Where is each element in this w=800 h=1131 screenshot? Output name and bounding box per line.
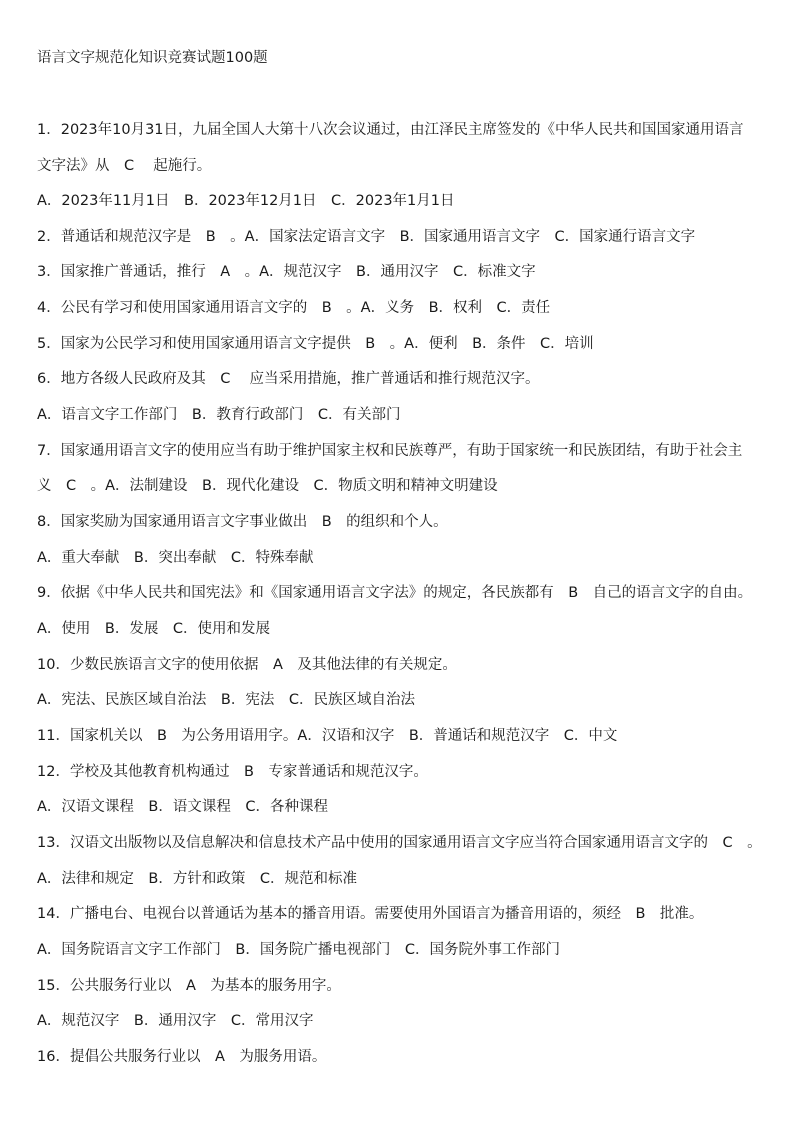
text-line: 15．公共服务行业以 A 为基本的服务用字。 — [37, 978, 341, 994]
text-line: 11．国家机关以 B 为公务用语用字。A．汉语和汉字 B．普通话和规范汉字 C．中文 — [37, 728, 618, 744]
text-line: 8．国家奖励为国家通用语言文字事业做出 B 的组织和个人。 — [37, 514, 448, 530]
text-line: 2．普通话和规范汉字是 B 。A．国家法定语言文字 B．国家通用语言文字 C．国家通行语言文字 — [37, 229, 696, 245]
text-line: 文字法》从 C 起施行。 — [37, 158, 212, 174]
text-line: A．宪法、民族区域自治法 B．宪法 C．民族区域自治法 — [37, 692, 415, 708]
text-line: 7．国家通用语言文字的使用应当有助于维护国家主权和民族尊严，有助于国家统一和民族团结，有助于社会主 — [37, 443, 743, 459]
text-line: 13．汉语文出版物以及信息解决和信息技术产品中使用的国家通用语言文字应当符合国家通用语言文字的 C 。 — [37, 835, 762, 851]
text-line: 14．广播电台、电视台以普通话为基本的播音用语。需要使用外国语言为播音用语的，须经 B 批准。 — [37, 906, 704, 922]
text-line: 16．提倡公共服务行业以 A 为服务用语。 — [37, 1049, 327, 1065]
text-line: A．重大奉献 B．突出奉献 C．特殊奉献 — [37, 550, 314, 566]
text-line: 4．公民有学习和使用国家通用语言文字的 B 。A．义务 B．权利 C．责任 — [37, 300, 551, 316]
text-line: A．汉语文课程 B．语文课程 C．各种课程 — [37, 799, 328, 815]
text-line: A．国务院语言文字工作部门 B．国务院广播电视部门 C．国务院外事工作部门 — [37, 942, 560, 958]
text-line: 9．依据《中华人民共和国宪法》和《国家通用语言文字法》的规定，各民族都有 B 自己的语言文字的自由。 — [37, 585, 753, 601]
text-line: A．法律和规定 B．方针和政策 C．规范和标准 — [37, 871, 357, 887]
text-line: 义 C 。A．法制建设 B．现代化建设 C．物质文明和精神文明建设 — [37, 478, 498, 494]
text-line: A．规范汉字 B．通用汉字 C．常用汉字 — [37, 1013, 314, 1029]
text-line: 5．国家为公民学习和使用国家通用语言文字提供 B 。A．便利 B．条件 C．培训 — [37, 336, 594, 352]
text-line: 12．学校及其他教育机构通过 B 专家普通话和规范汉字。 — [37, 764, 428, 780]
text-line: A．使用 B．发展 C．使用和发展 — [37, 621, 270, 637]
text-line: 6．地方各级人民政府及其 C 应当采用措施，推广普通话和推行规范汉字。 — [37, 371, 540, 387]
text-line: 10．少数民族语言文字的使用依据 A 及其他法律的有关规定。 — [37, 657, 457, 673]
text-line: 1．2023年10月31日，九届全国人大第十八次会议通过，由江泽民主席签发的《中华人民共和国国家通用语言 — [37, 122, 744, 138]
text-line: A．语言文字工作部门 B．教育行政部门 C．有关部门 — [37, 407, 401, 423]
text-line: 3．国家推广普通话，推行 A 。A．规范汉字 B．通用汉字 C．标准文字 — [37, 264, 536, 280]
document-title: 语言文字规范化知识竞赛试题100题 — [37, 50, 268, 66]
text-line: A．2023年11月1日 B．2023年12月1日 C．2023年1月1日 — [37, 193, 455, 209]
